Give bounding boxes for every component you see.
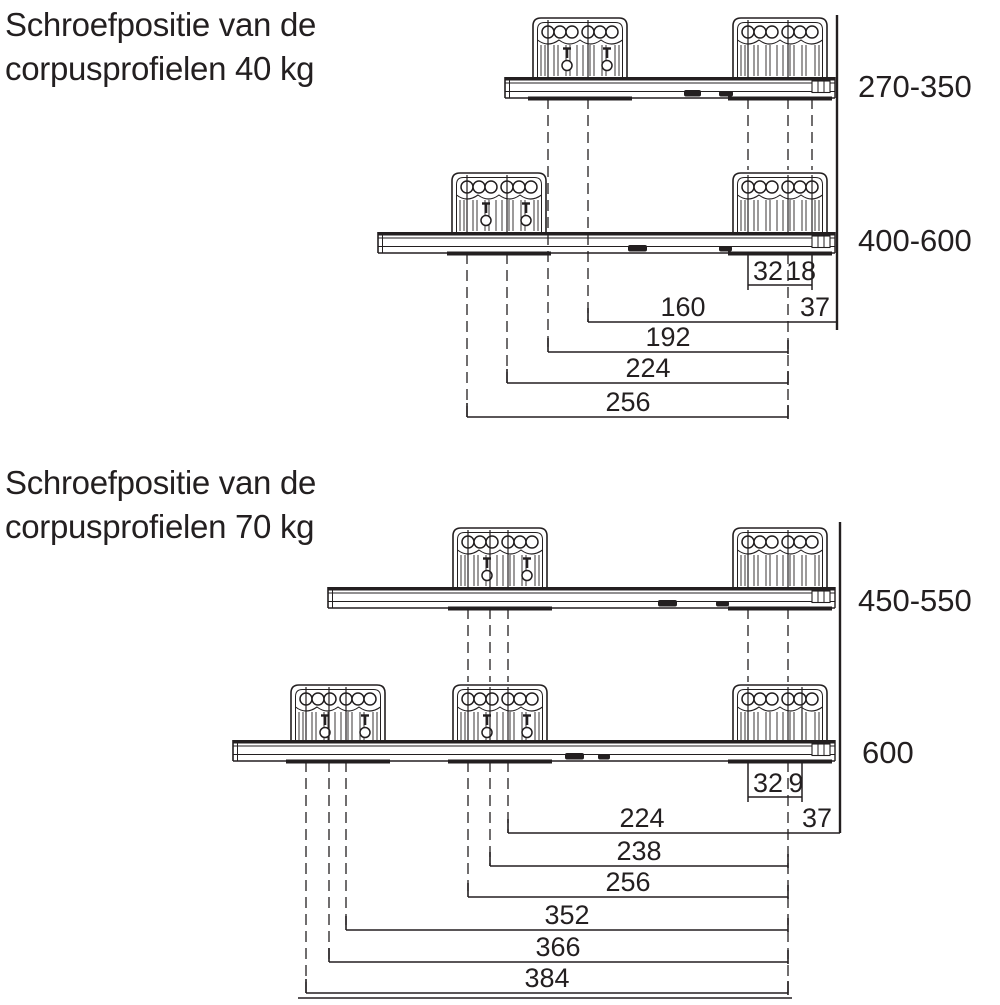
diagram-40kg	[5, 6, 972, 419]
mounting-bracket	[453, 685, 547, 744]
diagram-70kg	[5, 464, 972, 998]
dim-192-label: 192	[645, 322, 691, 352]
title-40kg-line2: corpusprofielen 40 kg	[5, 50, 315, 87]
dim-352-label: 352	[544, 900, 590, 930]
rail-clip	[719, 246, 732, 252]
dim-wall-label: 37	[799, 292, 831, 322]
rail-clip	[719, 91, 733, 97]
dim-256-label: 256	[605, 387, 651, 417]
mounting-bracket	[291, 685, 385, 744]
mounting-bracket	[733, 685, 827, 744]
dim-384-label: 384	[524, 963, 570, 993]
title-40kg-line1: Schroefpositie van de	[5, 6, 317, 43]
title-70kg-line2: corpusprofielen 70 kg	[5, 508, 315, 545]
dim-238-label: 238	[616, 836, 662, 866]
rail-range-label-450-550: 450-550	[858, 583, 972, 618]
mounting-bracket	[453, 528, 547, 587]
dim-224-label: 224	[625, 353, 671, 383]
dim-366-label: 366	[535, 932, 581, 962]
rail-clip	[598, 754, 610, 760]
rail-400-600	[378, 173, 835, 256]
mounting-bracket	[733, 528, 827, 587]
dim-spacing-label: 32	[752, 768, 784, 798]
dim-256-label: 256	[605, 867, 651, 897]
dimensions-70kg	[298, 768, 840, 998]
rail-450-550	[328, 528, 835, 611]
dim-wall-label: 37	[801, 803, 833, 833]
mounting-bracket	[533, 18, 627, 77]
dim-224-label: 224	[619, 803, 665, 833]
rail-range-label-600: 600	[862, 735, 914, 770]
rail-range-label-400-600: 400-600	[858, 223, 972, 258]
title-70kg-line1: Schroefpositie van de	[5, 464, 317, 501]
dim-spacing-label: 32	[752, 256, 784, 286]
mounting-bracket	[452, 173, 546, 232]
mounting-bracket	[733, 18, 827, 77]
rail-clip	[716, 601, 729, 607]
mounting-bracket	[733, 173, 827, 232]
dim-160-label: 160	[660, 292, 706, 322]
dim-end-label: 18	[785, 256, 817, 286]
rail-270-350	[505, 18, 835, 101]
rail-600	[233, 685, 835, 764]
rail-clip	[628, 245, 647, 252]
rail-clip	[658, 600, 677, 607]
rail-clip	[684, 90, 701, 97]
rail-range-label-270-350: 270-350	[858, 69, 972, 104]
dim-end-label: 9	[788, 768, 804, 798]
dimensions-40kg	[467, 256, 837, 419]
rail-clip	[565, 753, 584, 760]
